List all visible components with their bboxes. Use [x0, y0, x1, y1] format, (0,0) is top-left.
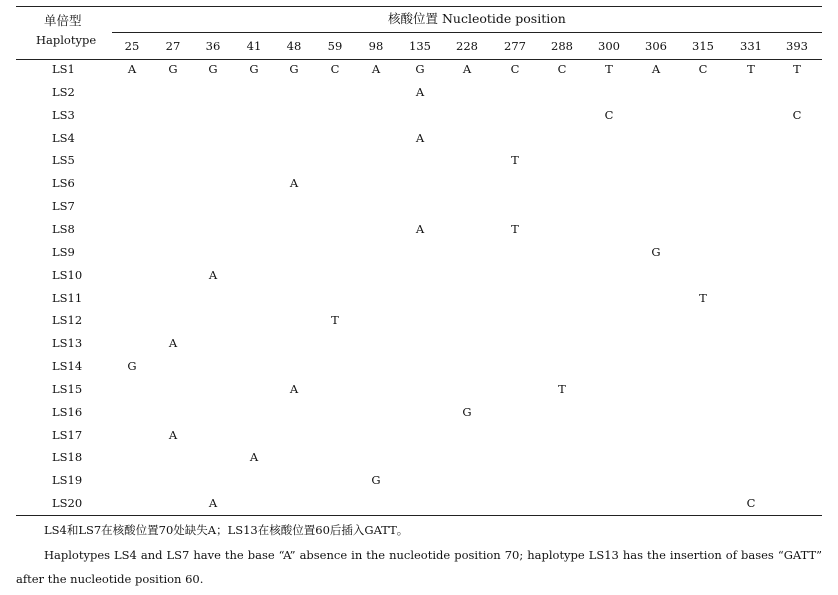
position-98: 98: [368, 39, 384, 53]
position-27: 27: [165, 39, 181, 53]
base-cell: C: [330, 62, 340, 76]
position-306: 306: [645, 39, 667, 53]
position-header: 核酸位置 Nucleotide position: [388, 11, 566, 26]
base-cell: G: [462, 405, 472, 419]
position-135: 135: [409, 39, 431, 53]
footnote-en: Haplotypes LS4 and LS7 have the base “A” absence in the nucleotide position 70; haplotype LS13 has the insertion of bases “GATT” after the nucleotide position 60.: [16, 548, 822, 586]
base-cell: A: [371, 62, 381, 76]
position-300: 300: [598, 39, 620, 53]
haplotype-label: LS10: [52, 268, 83, 282]
haplotype-label: LS12: [52, 313, 83, 327]
base-cell: A: [415, 85, 425, 99]
haplotype-header-cn: 单倍型: [44, 13, 82, 28]
position-59: 59: [327, 39, 343, 53]
base-cell: A: [462, 62, 472, 76]
base-cell: A: [168, 428, 178, 442]
haplotype-label: LS16: [52, 405, 83, 419]
base-cell: G: [127, 359, 137, 373]
haplotype-label: LS20: [52, 496, 83, 510]
base-cell: A: [249, 450, 259, 464]
haplotype-label: LS14: [52, 359, 83, 373]
haplotype-label: LS18: [52, 450, 83, 464]
base-cell: A: [168, 336, 178, 350]
footnote-cn: LS4和LS7在核酸位置70处缺失A；LS13在核酸位置60后插入GATT。: [44, 523, 409, 537]
position-header-rule: [112, 32, 822, 33]
base-cell: G: [249, 62, 259, 76]
base-cell: T: [605, 62, 613, 76]
position-288: 288: [551, 39, 573, 53]
table-header-bottom-rule: [16, 59, 822, 60]
position-48: 48: [286, 39, 302, 53]
table-bottom-rule: [16, 515, 822, 516]
haplotype-label: LS6: [52, 176, 75, 190]
haplotype-label: LS11: [52, 291, 83, 305]
base-cell: A: [289, 176, 299, 190]
table-top-rule: [16, 6, 822, 7]
position-41: 41: [246, 39, 262, 53]
base-cell: C: [510, 62, 520, 76]
haplotype-label: LS19: [52, 473, 83, 487]
haplotype-label: LS8: [52, 222, 75, 236]
base-cell: A: [208, 268, 218, 282]
base-cell: G: [208, 62, 218, 76]
base-cell: C: [557, 62, 567, 76]
haplotype-label: LS5: [52, 153, 75, 167]
base-cell: A: [651, 62, 661, 76]
haplotype-label: LS17: [52, 428, 83, 442]
haplotype-label: LS1: [52, 62, 75, 76]
position-25: 25: [124, 39, 140, 53]
base-cell: C: [698, 62, 708, 76]
position-331: 331: [740, 39, 762, 53]
haplotype-label: LS13: [52, 336, 83, 350]
base-cell: T: [699, 291, 707, 305]
base-cell: G: [415, 62, 425, 76]
base-cell: T: [331, 313, 339, 327]
haplotype-label: LS2: [52, 85, 75, 99]
haplotype-label: LS7: [52, 199, 75, 213]
haplotype-header-en: Haplotype: [36, 33, 97, 47]
base-cell: A: [415, 131, 425, 145]
base-cell: A: [127, 62, 137, 76]
haplotype-label: LS4: [52, 131, 75, 145]
base-cell: G: [289, 62, 299, 76]
base-cell: C: [746, 496, 756, 510]
base-cell: T: [558, 382, 566, 396]
base-cell: T: [793, 62, 801, 76]
position-393: 393: [786, 39, 808, 53]
position-277: 277: [504, 39, 526, 53]
base-cell: T: [747, 62, 755, 76]
base-cell: T: [511, 222, 519, 236]
position-228: 228: [456, 39, 478, 53]
haplotype-label: LS15: [52, 382, 83, 396]
base-cell: T: [511, 153, 519, 167]
base-cell: G: [168, 62, 178, 76]
position-315: 315: [692, 39, 714, 53]
haplotype-label: LS3: [52, 108, 75, 122]
base-cell: A: [289, 382, 299, 396]
base-cell: A: [415, 222, 425, 236]
base-cell: C: [792, 108, 802, 122]
base-cell: C: [604, 108, 614, 122]
position-36: 36: [205, 39, 221, 53]
base-cell: G: [651, 245, 661, 259]
base-cell: G: [371, 473, 381, 487]
haplotype-label: LS9: [52, 245, 75, 259]
base-cell: A: [208, 496, 218, 510]
